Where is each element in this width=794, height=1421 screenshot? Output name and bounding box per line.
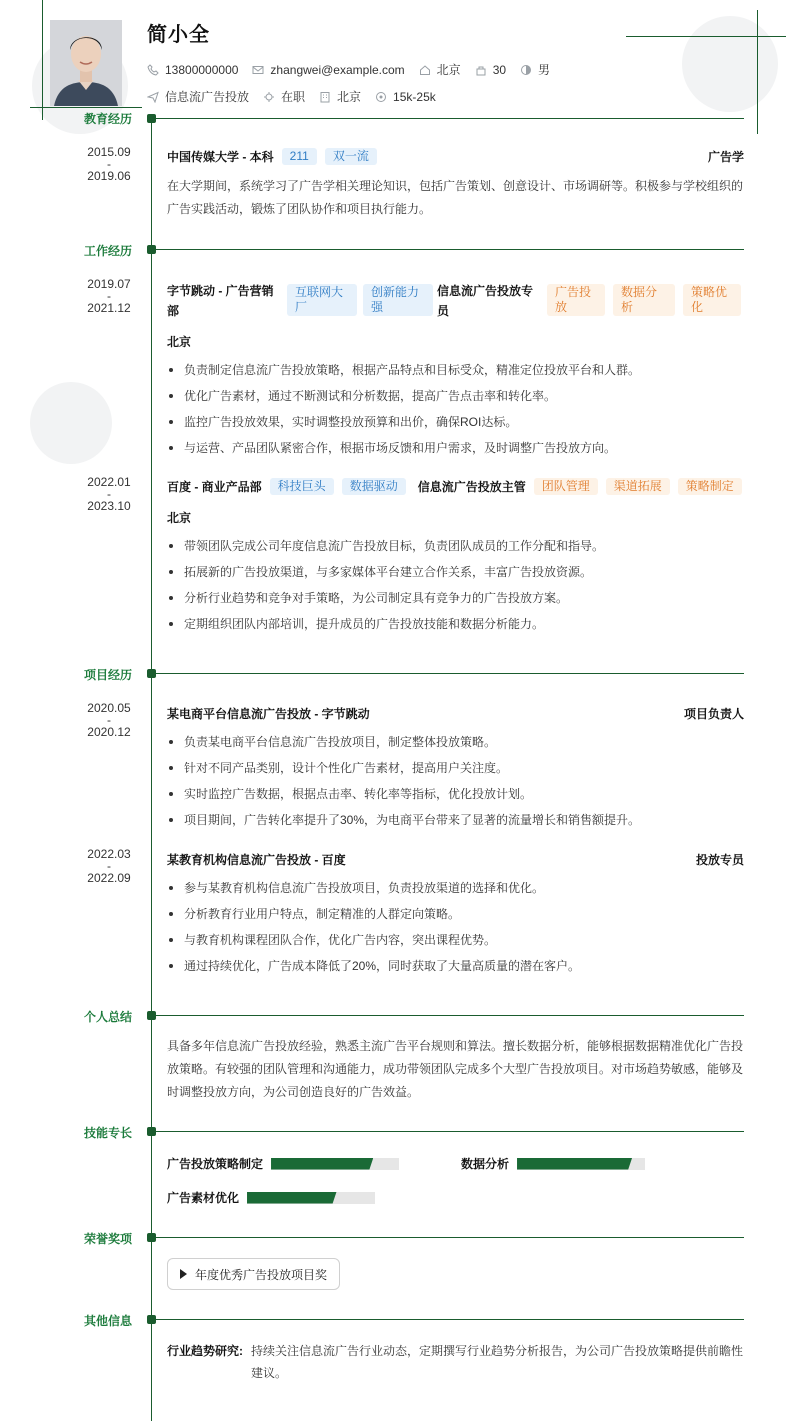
- decor-line: [757, 10, 758, 134]
- date-separator: -: [107, 289, 111, 303]
- summary-text: 具备多年信息流广告投放经验，熟悉主流广告平台规则和算法。擅长数据分析，能够根据数据精准优化广告投放策略。有较强的团队管理和沟通能力，成功带领团队完成多个大型广告投放项目。对市场趋势敏感，能够及时调整投放方向，为公司创造良好的广告效益。: [167, 1039, 744, 1099]
- section-divider: [152, 1131, 744, 1132]
- gender-icon: [520, 64, 532, 76]
- skill-name: 数据分析: [461, 1157, 510, 1171]
- position-tag: 渠道拓展: [606, 478, 670, 495]
- age-item: [475, 63, 506, 77]
- date-end: 2021.12: [87, 301, 131, 315]
- section-title-summary: 个人总结: [83, 1010, 132, 1024]
- decor-line: [626, 36, 786, 37]
- school-tag: 双一流: [325, 148, 377, 165]
- gender-text: 男: [538, 63, 551, 77]
- position-name: 信息流广告投放专员: [437, 284, 534, 318]
- position-tag: 数据分析: [613, 284, 675, 316]
- list-item: 带领团队完成公司年度信息流广告投放目标，负责团队成员的工作分配和指导。: [167, 533, 744, 559]
- gender-item: [520, 61, 550, 78]
- date-separator: -: [107, 713, 111, 727]
- list-item: 与教育机构课程团队合作，优化广告内容，突出课程优势。: [167, 927, 744, 953]
- status-icon: [263, 91, 275, 103]
- work-bullets: [167, 533, 744, 637]
- skill-bar: [247, 1192, 375, 1204]
- location-text: 北京: [436, 63, 461, 77]
- section-title-skills: 技能专长: [83, 1126, 132, 1140]
- mail-icon: [252, 64, 264, 76]
- date-start: 2019.07: [87, 277, 131, 291]
- age-text: 30: [492, 62, 507, 77]
- list-item: 实时监控广告数据，根据点击率、转化率等指标，优化投放计划。: [167, 781, 744, 807]
- intent-position-item: [147, 88, 249, 105]
- date-start: 2015.09: [87, 145, 131, 159]
- school-name: 中国传媒大学 - 本科: [167, 150, 274, 164]
- education-header: [167, 148, 744, 165]
- date-start: 2020.05: [87, 701, 131, 715]
- project-name: 某教育机构信息流广告投放 - 百度: [167, 853, 346, 867]
- project-header: [167, 705, 744, 722]
- list-item: 参与某教育机构信息流广告投放项目，负责投放渠道的选择和优化。: [167, 875, 744, 901]
- project-role: 项目负责人: [683, 707, 744, 721]
- work-header: [167, 478, 744, 495]
- date-start: 2022.03: [87, 847, 131, 861]
- status-text: 在职: [281, 90, 306, 104]
- date-end: 2019.06: [87, 169, 131, 183]
- section-title-awards: 荣誉奖项: [83, 1232, 132, 1246]
- skill-name: 广告素材优化: [167, 1191, 240, 1205]
- other-info-text: 持续关注信息流广告行业动态，定期撰写行业趋势分析报告，为公司广告投放策略提供前瞻性建议。: [251, 1344, 744, 1380]
- position-name: 信息流广告投放主管: [417, 480, 526, 494]
- intent-city-item: [319, 88, 361, 105]
- phone-item: [147, 63, 238, 77]
- project-name: 某电商平台信息流广告投放 - 字节跳动: [167, 707, 370, 721]
- email-item: [252, 63, 404, 77]
- date-range: [70, 278, 148, 314]
- section-divider: [152, 673, 744, 674]
- skill-item: [167, 1189, 375, 1206]
- date-range: [70, 146, 148, 182]
- list-item: 项目期间，广告转化率提升了30%，为电商平台带来了显著的流量增长和销售额提升。: [167, 807, 744, 833]
- send-icon: [147, 91, 159, 103]
- company-tag: 科技巨头: [270, 478, 334, 495]
- work-header: [167, 281, 744, 321]
- section-title-projects: 项目经历: [83, 668, 132, 682]
- other-info-item: [167, 1340, 744, 1384]
- section-divider: [152, 1237, 744, 1238]
- section-title-work: 工作经历: [83, 244, 132, 258]
- work-city: 北京: [167, 511, 192, 525]
- phone-text: 13800000000: [165, 62, 239, 77]
- list-item: 负责某电商平台信息流广告投放项目，制定整体投放策略。: [167, 729, 744, 755]
- date-range: [70, 848, 148, 884]
- work-bullets: [167, 357, 744, 461]
- skill-bar: [517, 1158, 645, 1170]
- list-item: 监控广告投放效果，实时调整投放预算和出价，确保ROI达标。: [167, 409, 744, 435]
- education-description: 在大学期间，系统学习了广告学相关理论知识，包括广告策划、创意设计、市场调研等。积极参与学校组织的广告实践活动，锻炼了团队协作和项目执行能力。: [167, 179, 744, 216]
- skill-bar-fill: [517, 1158, 632, 1170]
- work-city: 北京: [167, 335, 192, 349]
- skill-bar: [271, 1158, 399, 1170]
- position-tag: 广告投放: [547, 284, 605, 316]
- list-item: 分析行业趋势和竞争对手策略，为公司制定具有竞争力的广告投放方案。: [167, 585, 744, 611]
- section-title-education: 教育经历: [83, 112, 132, 126]
- decor-line: [42, 0, 43, 120]
- date-start: 2022.01: [87, 475, 131, 489]
- company-tag: 互联网大厂: [287, 284, 357, 316]
- skill-item: [461, 1155, 645, 1172]
- location-item: [419, 61, 461, 78]
- home-icon: [419, 64, 431, 76]
- list-item: 拓展新的广告投放渠道，与多家媒体平台建立合作关系，丰富广告投放资源。: [167, 559, 744, 585]
- major-name: 广告学: [707, 150, 744, 164]
- status-item: [263, 88, 305, 105]
- award-name: 年度优秀广告投放项目奖: [195, 1267, 328, 1282]
- project-header: [167, 851, 744, 868]
- age-icon: [475, 64, 487, 76]
- salary-text: 15k-25k: [393, 89, 436, 104]
- position-tag: 团队管理: [534, 478, 598, 495]
- section-divider: [152, 1319, 744, 1320]
- list-item: 定期组织团队内部培训，提升成员的广告投放技能和数据分析能力。: [167, 611, 744, 637]
- decor-circle-right: [682, 16, 778, 112]
- date-separator: -: [107, 859, 111, 873]
- section-title-other: 其他信息: [83, 1314, 132, 1328]
- position-tag: 策略制定: [678, 478, 742, 495]
- list-item: 负责制定信息流广告投放策略，根据产品特点和目标受众，精准定位投放平台和人群。: [167, 357, 744, 383]
- candidate-name: 简小全: [147, 24, 210, 46]
- salary-icon: [375, 91, 387, 103]
- award-item[interactable]: [167, 1258, 340, 1290]
- list-item: 分析教育行业用户特点，制定精准的人群定向策略。: [167, 901, 744, 927]
- section-divider: [152, 118, 744, 119]
- decor-circle-mid: [30, 382, 112, 464]
- salary-item: [375, 90, 436, 104]
- date-end: 2020.12: [87, 725, 131, 739]
- intent-position-text: 信息流广告投放: [165, 90, 250, 104]
- list-item: 针对不同产品类别，设计个性化广告素材，提高用户关注度。: [167, 755, 744, 781]
- timeline-axis: [151, 117, 152, 1421]
- date-separator: -: [107, 157, 111, 171]
- intent-row: [147, 88, 450, 105]
- list-item: 优化广告素材，通过不断测试和分析数据，提高广告点击率和转化率。: [167, 383, 744, 409]
- intent-city-text: 北京: [337, 90, 362, 104]
- date-end: 2023.10: [87, 499, 131, 513]
- skill-bar-fill: [247, 1192, 337, 1204]
- phone-icon: [147, 64, 159, 76]
- avatar: [50, 20, 122, 106]
- skill-item: [167, 1155, 399, 1172]
- project-bullets: [167, 729, 744, 833]
- section-divider: [152, 249, 744, 250]
- list-item: 与运营、产品团队紧密合作，根据市场反馈和用户需求，及时调整广告投放方向。: [167, 435, 744, 461]
- project-bullets: [167, 875, 744, 979]
- decor-line: [30, 107, 142, 108]
- company-tag: 数据驱动: [342, 478, 406, 495]
- date-range: [70, 476, 148, 512]
- date-end: 2022.09: [87, 871, 131, 885]
- company-tag: 创新能力强: [363, 284, 433, 316]
- date-separator: -: [107, 487, 111, 501]
- section-divider: [152, 1015, 744, 1016]
- date-range: [70, 702, 148, 738]
- skill-bar-fill: [271, 1158, 373, 1170]
- company-name: 百度 - 商业产品部: [167, 480, 262, 494]
- building-icon: [319, 91, 331, 103]
- skill-name: 广告投放策略制定: [167, 1157, 264, 1171]
- school-tag: 211: [282, 148, 317, 165]
- play-icon: [180, 1269, 187, 1279]
- list-item: 通过持续优化，广告成本降低了20%，同时获取了大量高质量的潜在客户。: [167, 953, 744, 979]
- other-info-label: 行业趋势研究:: [167, 1344, 243, 1358]
- position-tag: 策略优化: [683, 284, 741, 316]
- company-name: 字节跳动 - 广告营销部: [167, 284, 274, 318]
- contact-row: [147, 61, 564, 78]
- project-role: 投放专员: [695, 853, 744, 867]
- email-text: zhangwei@example.com: [270, 62, 405, 77]
